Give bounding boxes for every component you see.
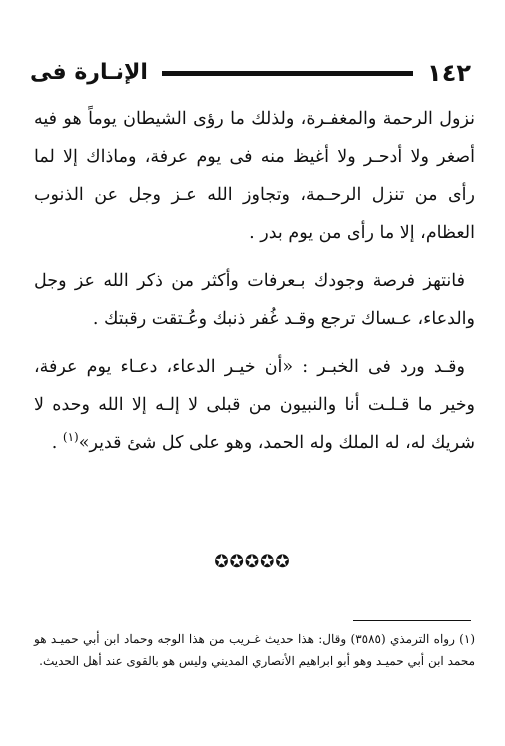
footnote-1: (١) رواه الترمذي (٣٥٨٥) وقال: هذا حديث غـريب من هذا الوجه وحماد ابن أبي حميـد هو محمد ابن أبي حميـد وهو أبو ابراهيم الأنصاري المديني وليس هو بالقوى عند أهل الحديث.	[34, 632, 475, 668]
header-rule	[162, 71, 413, 76]
footnotes	[34, 628, 475, 672]
page-header	[30, 56, 471, 90]
paragraph-3-text: وقـد ورد فى الخبـر : «أن خيـر الدعاء، دعـاء يوم عرفة، وخير ما قـلـت أنا والنبيون من قبلى لا إلـه إلا الله وحده لا شريك له، له الملك وله الحمد، وهو على كل شئ قدير»	[34, 357, 475, 453]
paragraph-3	[34, 348, 475, 462]
paragraph-3-end: .	[51, 433, 63, 453]
page-number: ١٤٢	[427, 59, 471, 87]
paragraph-2: فانتهز فرصة وجودك بـعرفات وأكثر من ذكر الله عز وجل والدعاء، عـساك ترجع وقـد غُفر ذنبك وعُـتقت رقبتك .	[34, 271, 475, 329]
paragraph-1: نزول الرحمة والمغفـرة، ولذلك ما رؤى الشيطان يوماً هو فيه أصغر ولا أدحـر ولا أغيظ منه فى يوم عرفة، وماذاك إلا لما رأى من تنزل الرحـمة، وتجاوز الله عـز وجل عن الذنوب العظام، إلا ما رأى من يوم بدر .	[34, 109, 475, 243]
book-title: الإنـارة فى	[30, 60, 148, 85]
body-text	[34, 100, 475, 472]
footnote-reference: (١)	[62, 430, 79, 445]
footnote-rule	[353, 620, 471, 621]
section-separator: ✪✪✪✪✪	[214, 552, 291, 572]
